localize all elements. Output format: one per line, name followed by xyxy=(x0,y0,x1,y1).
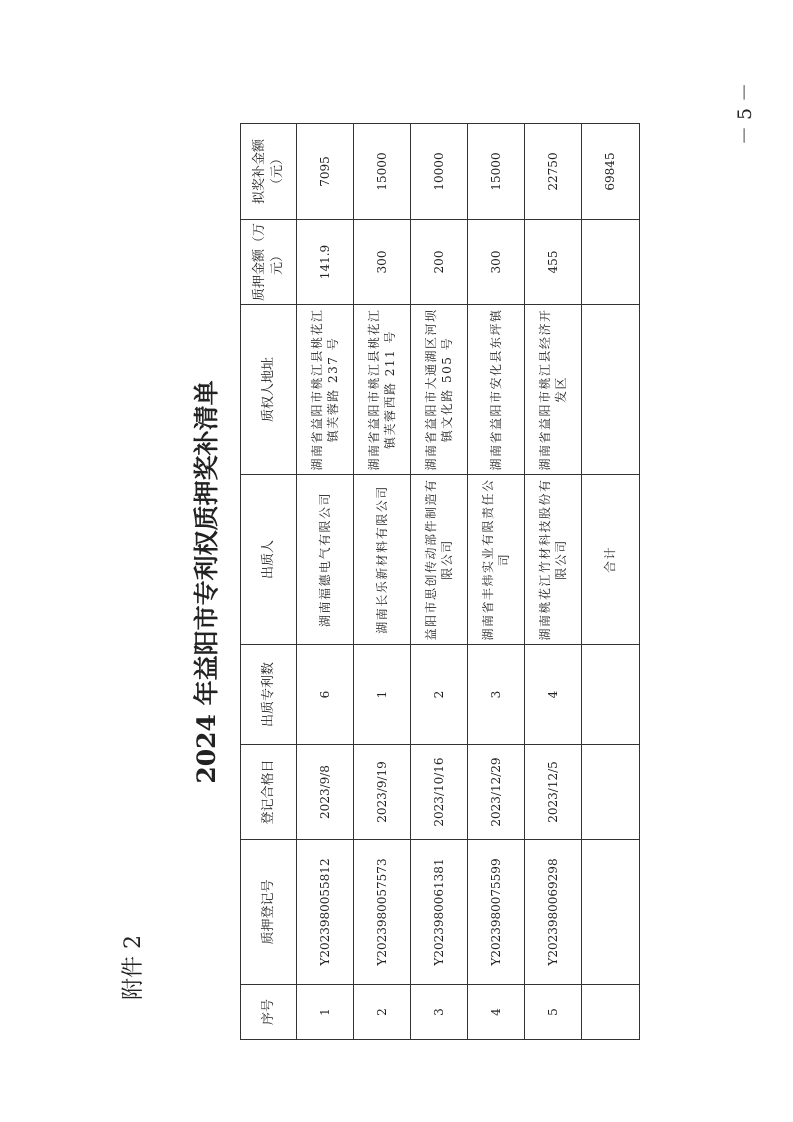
cell-address: 湖南省益阳市安化县东坪镇 xyxy=(468,305,525,475)
document-title: 2024 年益阳市专利权质押奖补清单 xyxy=(192,380,221,784)
header-cell: 质押登记号 xyxy=(241,840,297,985)
cell-empty xyxy=(582,305,640,475)
cell-empty xyxy=(582,985,640,1040)
header-cell: 出质专利数 xyxy=(241,645,297,745)
cell-patent-count: 6 xyxy=(297,645,354,745)
table-row xyxy=(525,124,582,1040)
header-cell: 出质人 xyxy=(241,475,297,645)
cell-reg-no: Y2023980055812 xyxy=(297,840,354,985)
cell-pledgor: 湖南长乐新材料有限公司 xyxy=(354,475,411,645)
cell-index: 2 xyxy=(354,985,411,1040)
header-cell: 质押金额（万元） xyxy=(241,220,297,305)
cell-date: 2023/12/29 xyxy=(468,745,525,840)
cell-empty xyxy=(582,745,640,840)
table-row xyxy=(468,124,525,1040)
header-cell: 质权人地址 xyxy=(241,305,297,475)
rotated-page-content xyxy=(192,124,640,1040)
table-row xyxy=(411,124,468,1040)
cell-reg-no: Y2023980057573 xyxy=(354,840,411,985)
cell-index: 4 xyxy=(468,985,525,1040)
cell-subsidy-amount: 15000 xyxy=(354,124,411,220)
cell-empty xyxy=(582,840,640,985)
cell-date: 2023/9/19 xyxy=(354,745,411,840)
subsidy-table xyxy=(240,123,640,1040)
cell-pledgor: 湖南省丰炜实业有限责任公司 xyxy=(468,475,525,645)
cell-index: 3 xyxy=(411,985,468,1040)
cell-subsidy-amount: 10000 xyxy=(411,124,468,220)
cell-subsidy-amount: 7095 xyxy=(297,124,354,220)
cell-address: 湖南省益阳市桃江县经济开发区 xyxy=(525,305,582,475)
cell-pledgor: 湖南桃花江竹材科技股份有限公司 xyxy=(525,475,582,645)
cell-empty xyxy=(582,645,640,745)
cell-reg-no: Y2023980069298 xyxy=(525,840,582,985)
header-cell: 登记合格日 xyxy=(241,745,297,840)
table-total-row xyxy=(582,124,640,1040)
cell-pledgor: 益阳市思创传动部件制造有限公司 xyxy=(411,475,468,645)
table-row xyxy=(354,124,411,1040)
page-number: － 5 － xyxy=(734,82,756,145)
header-cell: 序号 xyxy=(241,985,297,1040)
cell-pledge-amount: 141.9 xyxy=(297,220,354,305)
total-amount: 69845 xyxy=(582,124,640,220)
cell-date: 2023/10/16 xyxy=(411,745,468,840)
cell-reg-no: Y2023980061381 xyxy=(411,840,468,985)
cell-empty xyxy=(582,220,640,305)
cell-pledge-amount: 455 xyxy=(525,220,582,305)
attachment-label: 附件 2 xyxy=(121,935,146,1000)
header-cell: 拟奖补金额（元） xyxy=(241,124,297,220)
cell-address: 湖南省益阳市大通湖区河坝镇文化路 505 号 xyxy=(411,305,468,475)
cell-patent-count: 1 xyxy=(354,645,411,745)
cell-reg-no: Y2023980075599 xyxy=(468,840,525,985)
cell-date: 2023/12/5 xyxy=(525,745,582,840)
cell-address: 湖南省益阳市桃江县桃花江镇芙蓉路 237 号 xyxy=(297,305,354,475)
table-header-row xyxy=(241,124,297,1040)
cell-pledgor: 湖南福德电气有限公司 xyxy=(297,475,354,645)
table-row xyxy=(297,124,354,1040)
cell-subsidy-amount: 22750 xyxy=(525,124,582,220)
cell-index: 1 xyxy=(297,985,354,1040)
cell-pledge-amount: 300 xyxy=(468,220,525,305)
cell-pledge-amount: 200 xyxy=(411,220,468,305)
cell-patent-count: 3 xyxy=(468,645,525,745)
total-label: 合计 xyxy=(582,475,640,645)
cell-pledge-amount: 300 xyxy=(354,220,411,305)
cell-patent-count: 2 xyxy=(411,645,468,745)
cell-date: 2023/9/8 xyxy=(297,745,354,840)
cell-patent-count: 4 xyxy=(525,645,582,745)
cell-index: 5 xyxy=(525,985,582,1040)
cell-address: 湖南省益阳市桃江县桃花江镇芙蓉西路 211 号 xyxy=(354,305,411,475)
cell-subsidy-amount: 15000 xyxy=(468,124,525,220)
